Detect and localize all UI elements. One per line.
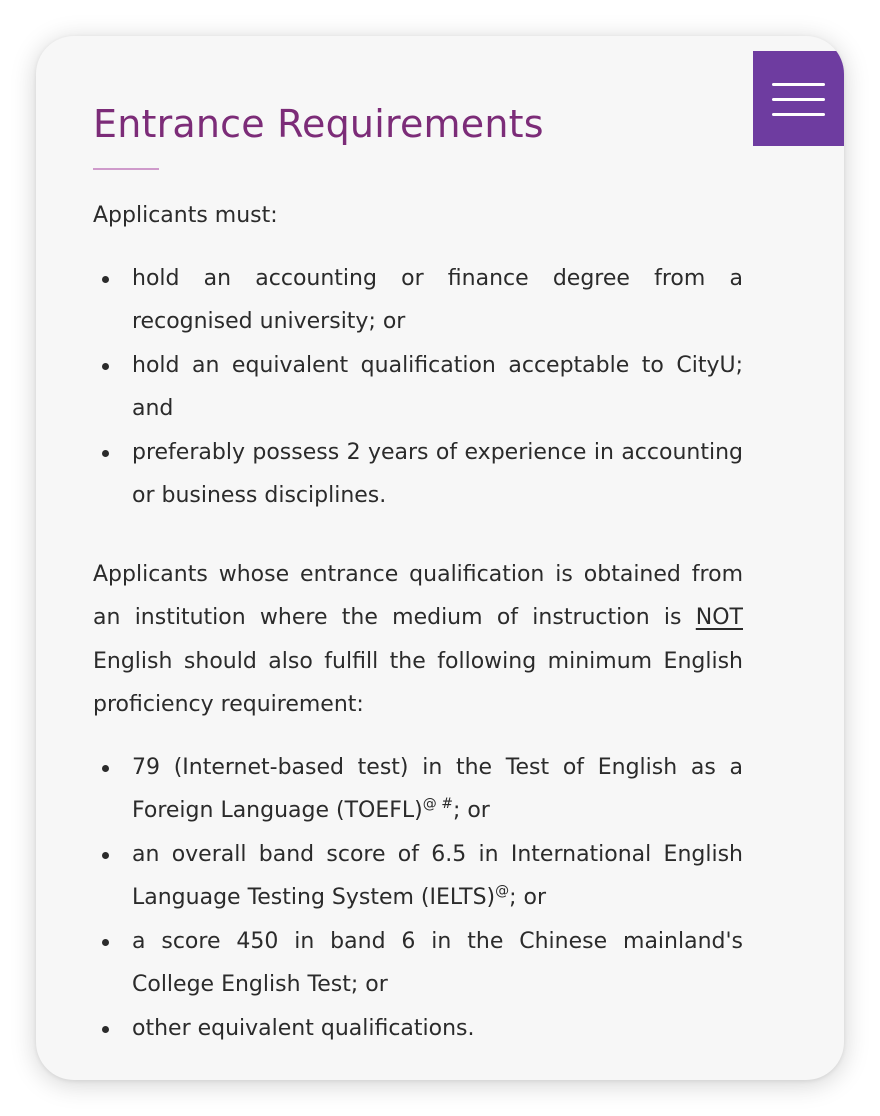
list-item: hold an equivalent qualification acceptable to CityU; and (93, 344, 743, 431)
menu-button[interactable] (753, 51, 844, 146)
bullet-icon (102, 363, 109, 370)
list-item: hold an accounting or finance degree from a recognised university; or (93, 257, 743, 344)
english-requirement-paragraph: Applicants whose entrance qualification is obtained from an institution where the medium of instruction is NOT English should also fulfill the following minimum English proficiency requirement: (93, 561, 743, 717)
bullet-icon (102, 450, 109, 457)
footnote-marker: @ (495, 883, 510, 899)
list-item: an overall band score of 6.5 in International English Language Testing System (IELTS)@; or (93, 833, 743, 920)
intro-text: Applicants must: (93, 203, 278, 228)
list-item: other equivalent qualifications. (93, 1007, 743, 1051)
list-item: 79 (Internet-based test) in the Test of English as a Foreign Language (TOEFL)@ #; or (93, 746, 743, 833)
page-title: Entrance Requirements (93, 102, 544, 146)
list-item: preferably possess 2 years of experience in accounting or business disciplines. (93, 431, 743, 518)
bullet-icon (102, 765, 109, 772)
bullet-icon (102, 852, 109, 859)
title-divider (93, 168, 159, 170)
not-emphasis: NOT (695, 605, 743, 630)
requirements-list (93, 257, 743, 518)
english-requirements-list (93, 746, 743, 1051)
bullet-icon (102, 939, 109, 946)
bullet-icon (102, 1026, 109, 1033)
list-item: a score 450 in band 6 in the Chinese mainland's College English Test; or (93, 920, 743, 1007)
content-card (36, 36, 844, 1080)
main-content (93, 96, 743, 1050)
bullet-icon (102, 276, 109, 283)
footnote-marker: @ # (422, 796, 453, 812)
